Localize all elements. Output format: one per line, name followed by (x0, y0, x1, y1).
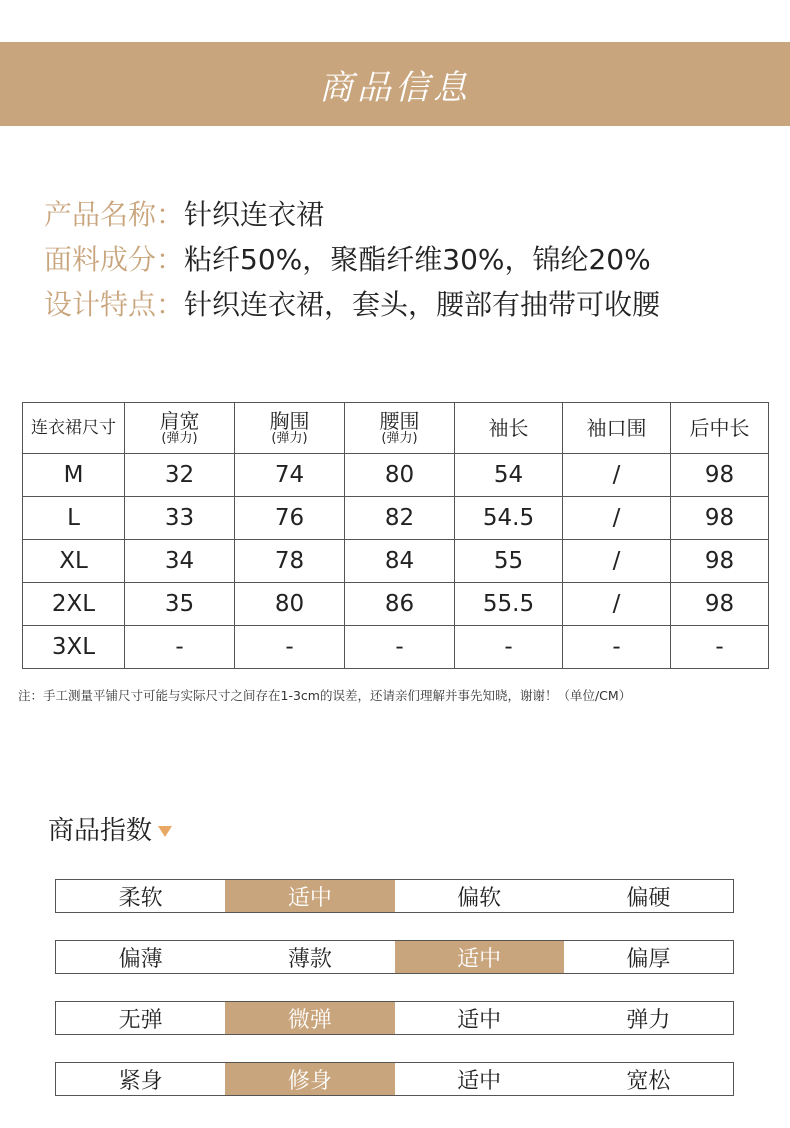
scale-option: 无弹 (118, 1007, 163, 1033)
measurement-cell: 34 (125, 540, 235, 583)
scale-option: 偏软 (457, 885, 502, 911)
scale-option: 偏硬 (626, 885, 671, 911)
measurement-cell: - (671, 626, 769, 669)
product-info (44, 190, 660, 325)
measurement-cell: / (563, 583, 671, 626)
size-label-cell: M (23, 454, 125, 497)
measurement-cell: 35 (125, 583, 235, 626)
measurement-cell: 80 (235, 583, 345, 626)
size-label-cell: 3XL (23, 626, 125, 669)
measurement-cell: / (563, 454, 671, 497)
measurement-cell: 82 (345, 497, 455, 540)
info-value: 针织连衣裙，套头，腰部有抽带可收腰 (184, 287, 661, 321)
measurement-cell: 98 (671, 540, 769, 583)
banner-title: 商品信息 (319, 67, 471, 108)
size-label-cell: 2XL (23, 583, 125, 626)
info-label: 面料成分： (44, 242, 185, 276)
table-row (23, 540, 769, 583)
measurement-cell: 55 (455, 540, 563, 583)
measurement-cell: 98 (671, 583, 769, 626)
measurement-cell: 54.5 (455, 497, 563, 540)
scale-fit (55, 1062, 734, 1096)
measurement-cell: 84 (345, 540, 455, 583)
info-row-material (44, 235, 660, 280)
scale-option-selected: 适中 (225, 880, 394, 912)
header-size: 连衣裙尺寸 (23, 403, 125, 454)
header-bust: 胸围 (弹力) (235, 403, 345, 454)
scale-option: 偏厚 (626, 946, 671, 972)
info-row-design (44, 280, 660, 325)
info-value: 针织连衣裙 (184, 197, 325, 231)
scale-option: 偏薄 (118, 946, 163, 972)
table-header-row (23, 403, 769, 454)
measurement-cell: 80 (345, 454, 455, 497)
measurement-cell: 78 (235, 540, 345, 583)
measurement-note: 注：手工测量平铺尺寸可能与实际尺寸之间存在1-3cm的误差，还请亲们理解并事先知晓，谢谢！（单位/CM） (18, 688, 632, 703)
measurement-cell: 55.5 (455, 583, 563, 626)
info-row-name (44, 190, 660, 235)
measurement-cell: - (345, 626, 455, 669)
table-row (23, 583, 769, 626)
size-label-cell: XL (23, 540, 125, 583)
size-table (22, 402, 769, 669)
scale-elasticity (55, 1001, 734, 1035)
measurement-cell: 54 (455, 454, 563, 497)
info-value: 粘纤50%，聚酯纤维30%，锦纶20% (184, 242, 651, 276)
header-waist: 腰围 (弹力) (345, 403, 455, 454)
index-title-text: 商品指数 (48, 816, 153, 846)
scale-option: 薄款 (287, 946, 332, 972)
scale-option-selected: 适中 (395, 941, 564, 973)
header-banner (0, 42, 790, 126)
table-row (23, 626, 769, 669)
measurement-cell: / (563, 497, 671, 540)
measurement-cell: 74 (235, 454, 345, 497)
measurement-cell: - (125, 626, 235, 669)
measurement-cell: / (563, 540, 671, 583)
measurement-cell: 76 (235, 497, 345, 540)
index-title (48, 810, 172, 847)
table-row (23, 454, 769, 497)
measurement-cell: - (563, 626, 671, 669)
scale-option: 紧身 (118, 1068, 163, 1094)
scale-option: 弹力 (626, 1007, 671, 1033)
scale-thickness (55, 940, 734, 974)
info-label: 设计特点： (44, 287, 185, 321)
header-sleeve: 袖长 (455, 403, 563, 454)
scale-option-selected: 微弹 (225, 1002, 394, 1034)
scale-softness (55, 879, 734, 913)
scale-option-selected: 修身 (225, 1063, 394, 1095)
scale-option: 柔软 (118, 885, 163, 911)
measurement-cell: - (235, 626, 345, 669)
measurement-cell: 32 (125, 454, 235, 497)
info-label: 产品名称： (44, 197, 185, 231)
scale-option: 适中 (457, 1068, 502, 1094)
measurement-cell: - (455, 626, 563, 669)
size-label-cell: L (23, 497, 125, 540)
measurement-cell: 98 (671, 497, 769, 540)
header-shoulder: 肩宽 (弹力) (125, 403, 235, 454)
scale-option: 适中 (457, 1007, 502, 1033)
table-row (23, 497, 769, 540)
scale-option: 宽松 (626, 1068, 671, 1094)
measurement-cell: 86 (345, 583, 455, 626)
measurement-cell: 33 (125, 497, 235, 540)
measurement-cell: 98 (671, 454, 769, 497)
header-length: 后中长 (671, 403, 769, 454)
header-cuff: 袖口围 (563, 403, 671, 454)
triangle-down-icon (158, 826, 172, 837)
